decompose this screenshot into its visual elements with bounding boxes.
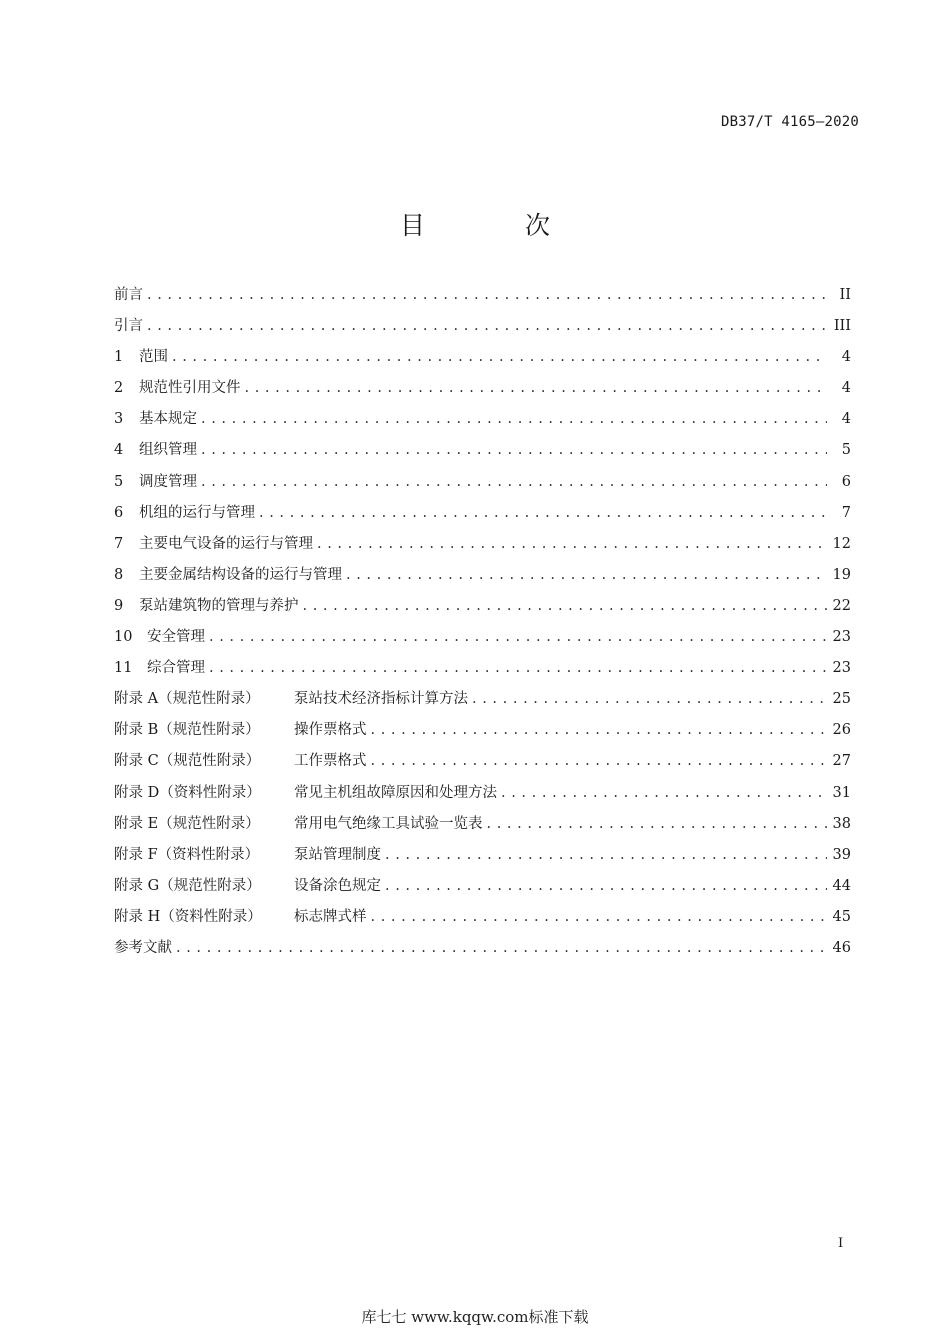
dot-leader xyxy=(201,442,827,458)
toc-entry-label: 机组的运行与管理 xyxy=(139,504,255,521)
toc-entry-label: 引言 xyxy=(114,318,143,335)
toc-entry-section-1[interactable] xyxy=(114,345,851,376)
toc-appendix-prefix: 附录 C（规范性附录） xyxy=(114,753,261,770)
toc-entry-section-5[interactable] xyxy=(114,470,851,501)
toc-entry-label: 安全管理 xyxy=(147,629,205,646)
toc-entry-page: 39 xyxy=(832,846,851,863)
toc-entry-label: 工作票格式 xyxy=(294,753,367,770)
toc-entry-references[interactable] xyxy=(114,936,851,967)
table-of-contents xyxy=(114,283,851,967)
dot-leader xyxy=(472,691,827,707)
dot-leader xyxy=(385,878,827,894)
page-title: 目 次 xyxy=(400,211,596,240)
dot-leader xyxy=(501,785,827,801)
toc-entry-label: 规范性引用文件 xyxy=(139,380,241,397)
dot-leader xyxy=(209,629,827,645)
toc-appendix-prefix: 附录 H（资料性附录） xyxy=(114,908,262,925)
toc-entry-introduction[interactable] xyxy=(114,314,851,345)
dot-leader xyxy=(201,474,827,490)
toc-entry-label: 标志牌式样 xyxy=(294,908,367,925)
toc-entry-label: 调度管理 xyxy=(139,473,197,490)
dot-leader xyxy=(176,940,827,956)
toc-entry-page: 23 xyxy=(832,660,851,677)
toc-entry-section-2[interactable] xyxy=(114,376,851,407)
dot-leader xyxy=(385,847,827,863)
toc-entry-page: 22 xyxy=(832,597,851,614)
toc-entry-number: 1 xyxy=(114,349,124,366)
standard-code: DB37/T 4165—2020 xyxy=(720,114,859,130)
toc-entry-page: 38 xyxy=(832,815,851,832)
toc-entry-page: 46 xyxy=(832,939,851,956)
dot-leader xyxy=(147,287,827,303)
toc-entry-number: 3 xyxy=(114,411,124,428)
toc-entry-label: 基本规定 xyxy=(139,411,197,428)
toc-appendix-prefix: 附录 B（规范性附录） xyxy=(114,722,260,739)
toc-entry-page: 12 xyxy=(832,535,851,552)
dot-leader xyxy=(487,816,827,832)
toc-entry-number: 8 xyxy=(114,566,124,583)
toc-entry-page: 4 xyxy=(841,380,851,397)
toc-entry-label: 组织管理 xyxy=(139,442,197,459)
toc-entry-label: 泵站管理制度 xyxy=(294,846,381,863)
footer-watermark: 库七七 www.kqqw.com标准下载 xyxy=(361,1308,589,1326)
toc-entry-page: 31 xyxy=(832,784,851,801)
toc-entry-appendix-b[interactable] xyxy=(114,718,851,749)
toc-entry-number: 6 xyxy=(114,504,124,521)
toc-appendix-prefix: 附录 D（资料性附录） xyxy=(114,784,261,801)
toc-entry-appendix-f[interactable] xyxy=(114,843,851,874)
toc-entry-label: 范围 xyxy=(139,349,168,366)
toc-entry-page: 25 xyxy=(832,691,851,708)
toc-entry-appendix-d[interactable] xyxy=(114,781,851,812)
dot-leader xyxy=(172,349,827,365)
dot-leader xyxy=(371,753,827,769)
toc-appendix-prefix: 附录 E（规范性附录） xyxy=(114,815,260,832)
toc-entry-page: II xyxy=(839,287,851,303)
dot-leader xyxy=(346,567,827,583)
dot-leader xyxy=(371,722,827,738)
toc-entry-label: 常用电气绝缘工具试验一览表 xyxy=(294,815,483,832)
toc-appendix-prefix: 附录 G（规范性附录） xyxy=(114,877,261,894)
toc-entry-label: 设备涂色规定 xyxy=(294,877,381,894)
toc-entry-label: 综合管理 xyxy=(147,660,205,677)
toc-appendix-prefix: 附录 F（资料性附录） xyxy=(114,846,260,863)
toc-entry-page: 4 xyxy=(841,349,851,366)
toc-entry-page: 5 xyxy=(841,442,851,459)
toc-entry-appendix-h[interactable] xyxy=(114,905,851,936)
toc-entry-number: 9 xyxy=(114,597,124,614)
dot-leader xyxy=(201,411,827,427)
toc-entry-number: 2 xyxy=(114,380,124,397)
toc-entry-label: 主要电气设备的运行与管理 xyxy=(139,535,313,552)
toc-entry-section-3[interactable] xyxy=(114,407,851,438)
toc-entry-page: 6 xyxy=(841,473,851,490)
toc-entry-section-7[interactable] xyxy=(114,532,851,563)
toc-entry-number: 7 xyxy=(114,535,124,552)
toc-entry-page: 4 xyxy=(841,411,851,428)
toc-entry-page: 45 xyxy=(832,908,851,925)
dot-leader xyxy=(209,660,827,676)
dot-leader xyxy=(245,380,828,396)
toc-entry-number: 4 xyxy=(114,442,124,459)
toc-entry-page: 44 xyxy=(832,877,851,894)
dot-leader xyxy=(317,536,827,552)
toc-entry-label: 泵站建筑物的管理与养护 xyxy=(139,597,299,614)
dot-leader xyxy=(371,909,827,925)
toc-entry-appendix-e[interactable] xyxy=(114,812,851,843)
toc-entry-label: 主要金属结构设备的运行与管理 xyxy=(139,566,342,583)
toc-entry-section-6[interactable] xyxy=(114,501,851,532)
page-number: I xyxy=(838,1236,844,1251)
toc-entry-appendix-c[interactable] xyxy=(114,749,851,780)
toc-entry-section-9[interactable] xyxy=(114,594,851,625)
toc-entry-page: III xyxy=(833,318,851,335)
dot-leader xyxy=(303,598,827,614)
toc-entry-number: 11 xyxy=(114,660,133,677)
toc-entry-appendix-g[interactable] xyxy=(114,874,851,905)
toc-entry-foreword[interactable] xyxy=(114,283,851,314)
toc-entry-appendix-a[interactable] xyxy=(114,687,851,718)
toc-entry-page: 26 xyxy=(832,722,851,739)
toc-entry-label: 常见主机组故障原因和处理方法 xyxy=(294,784,497,801)
toc-entry-section-11[interactable] xyxy=(114,656,851,687)
toc-entry-label: 操作票格式 xyxy=(294,722,367,739)
toc-entry-number: 10 xyxy=(114,629,133,646)
toc-entry-section-4[interactable] xyxy=(114,438,851,469)
toc-entry-section-8[interactable] xyxy=(114,563,851,594)
toc-entry-section-10[interactable] xyxy=(114,625,851,656)
toc-entry-number: 5 xyxy=(114,473,124,490)
toc-entry-page: 19 xyxy=(832,566,851,583)
toc-entry-page: 23 xyxy=(832,629,851,646)
toc-entry-page: 27 xyxy=(832,753,851,770)
dot-leader xyxy=(259,505,827,521)
toc-entry-page: 7 xyxy=(841,504,851,521)
toc-appendix-prefix: 附录 A（规范性附录） xyxy=(114,691,260,708)
toc-entry-label: 泵站技术经济指标计算方法 xyxy=(294,691,468,708)
toc-entry-label: 前言 xyxy=(114,287,143,303)
dot-leader xyxy=(147,318,827,334)
toc-entry-label: 参考文献 xyxy=(114,939,172,956)
